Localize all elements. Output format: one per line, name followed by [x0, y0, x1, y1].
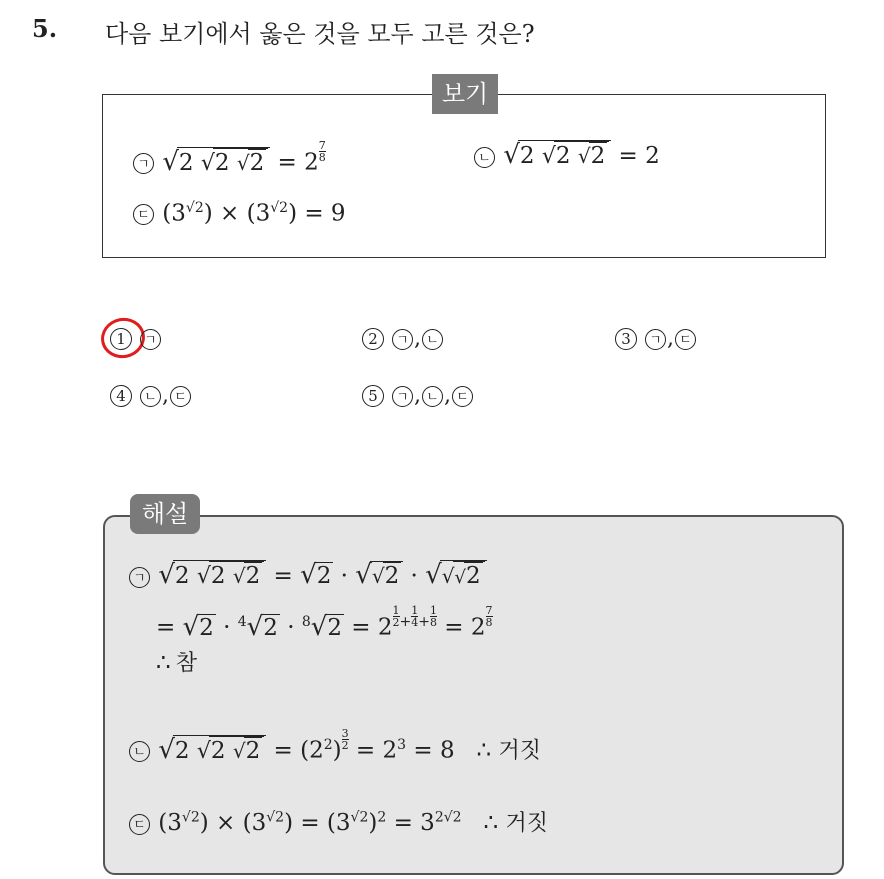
explanation-b: ㄴ √2 √2 $√2 = (2^2)$ $\frac{3}{2}$ = $2^3 = 8$ ∴ 거짓 [128, 728, 541, 765]
explanation-a-line1: ㄱ √2 √2 √2 = √2 · √√2 · √√√2 [128, 560, 487, 590]
explanation-label: 해설 [130, 494, 200, 534]
bogi-item-b: ㄴ √2 √2 √2 = 2 [473, 140, 660, 170]
question-number: 5. [32, 14, 58, 43]
question-text: 다음 보기에서 옳은 것을 모두 고른 것은? [105, 20, 535, 48]
explanation-a-line2: = √2 · $^4$√2 · $^8$√2 = 2 $\frac{1}{2}$ + $\frac{1}{4}$ + $\frac{1}{8}$ = 2 $\frac{7}{8}$ [156, 604, 493, 642]
mark-nieun: ㄴ [474, 147, 495, 168]
bogi-label: 보기 [432, 74, 498, 114]
bogi-item-c: ㄷ $(3^{√2}) \times (3^{√2}) = 9$ [132, 200, 346, 227]
explanation-a-conclusion: ∴ 참 [156, 650, 197, 676]
choice-3[interactable]: 3 ㄱ , ㄷ [615, 326, 697, 351]
mark-giyeok: ㄱ [133, 153, 154, 174]
choice-4[interactable]: 4 ㄴ , ㄷ [110, 383, 192, 408]
explanation-c: ㄷ $(3^{√2}) \times (3^{√2}) = (3^{√2})^2 = 3^{2√2}$ ∴ 거짓 [128, 806, 548, 837]
choice-2[interactable]: 2 ㄱ , ㄴ [362, 326, 444, 351]
mark-digeut: ㄷ [133, 204, 154, 225]
choice-5[interactable]: 5 ㄱ , ㄴ , ㄷ [362, 383, 474, 408]
bogi-item-a: ㄱ √2 √2 √2 = 2 $\frac{7}{8}$ [132, 140, 326, 177]
choice-1[interactable]: 1 ㄱ [110, 326, 162, 351]
